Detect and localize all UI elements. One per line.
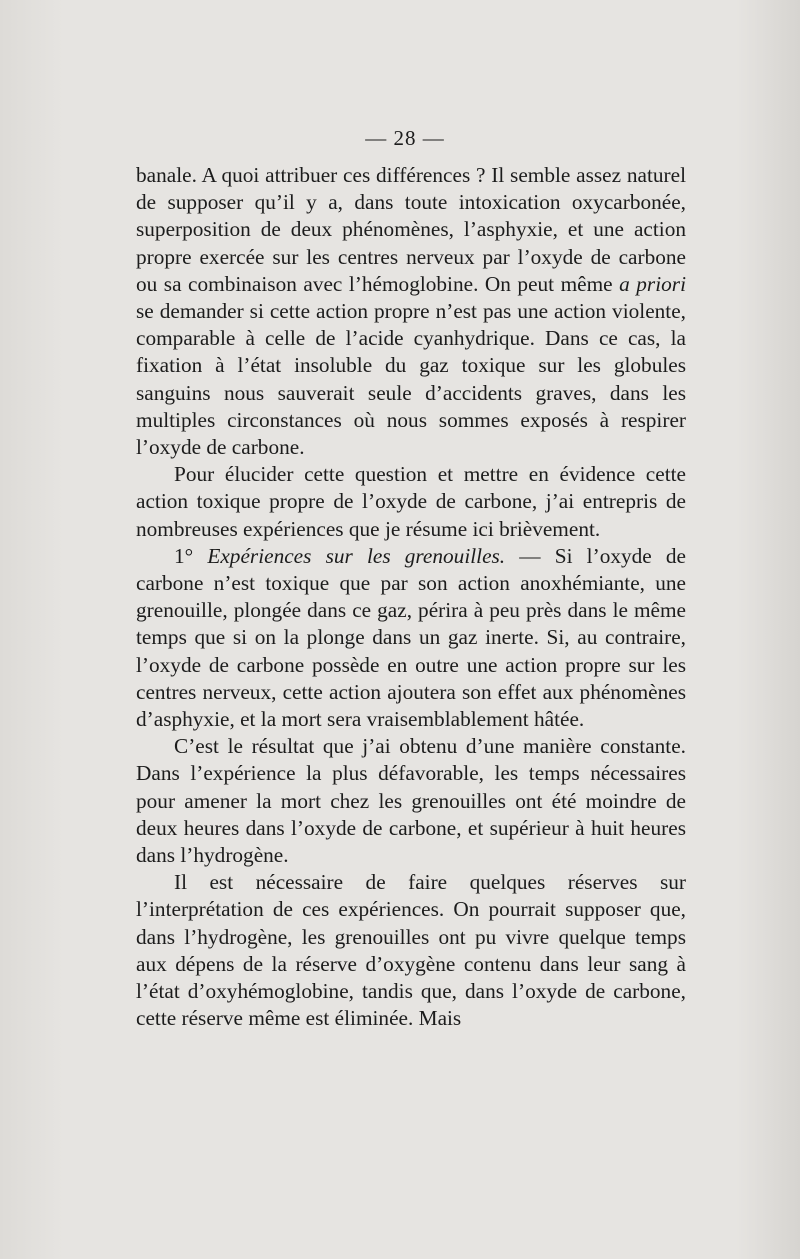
paragraph-1-end: se demander si cette action propre n’est pas une action violente, comparable à celle de l’acide cyanhydrique. Dans ce cas, la fixation à l’état insoluble du gaz toxique sur les globules sanguins nous sauverait seule d’accidents graves, dans les multiples circonstances où nous sommes exposés à respirer l’oxyde de carbone. xyxy=(136,299,686,460)
paragraph-2: Pour élucider cette question et mettre en évidence cette action toxique propre de l’oxyde de carbone, j’ai entrepris de nombreuses expériences que je résume ici brièvement. xyxy=(136,462,686,541)
paragraph-5: Il est nécessaire de faire quelques réserves sur l’interprétation de ces expériences. On pourrait supposer que, dans l’hydrogène, les grenouilles ont pu vivre quelque temps aux dépens de la réserve d’oxygène contenu dans leur sang à l’état d’oxyhémoglobine, tandis que, dans l’oxyde de carbone, cette réserve même est éliminée. Mais xyxy=(136,870,686,1031)
paragraph-1 xyxy=(136,162,686,461)
page-number: — 28 — xyxy=(365,126,445,150)
paragraph-3 xyxy=(136,543,686,733)
paragraph-1-start: banale. A quoi attribuer ces différences ? Il semble assez naturel de supposer qu’il y a, dans toute intoxication oxycarbonée, superposition de deux phénomènes, l’asphyxie, et une action propre exercée sur les centres nerveux par l’oxyde de carbone ou sa combinaison avec l’hémoglobine. On peut même xyxy=(136,163,686,296)
body-text xyxy=(136,162,686,1033)
paragraph-1-italic: a priori xyxy=(619,271,686,296)
paragraph-4: C’est le résultat que j’ai obtenu d’une manière constante. Dans l’expérience la plus défavorable, les temps nécessaires pour amener la mort chez les grenouilles ont été moindre de deux heures dans l’oxyde de carbone, et supérieur à huit heures dans l’hydrogène. xyxy=(136,734,686,868)
paragraph-3-text: — Si l’oxyde de carbone n’est toxique que par son action anoxhémiante, une grenouille, plongée dans ce gaz, périra à peu près dans le même temps que si on la plonge dans un gaz inerte. Si, au contraire, l’oxyde de carbone possède en outre une action propre sur les centres nerveux, cette action ajoutera son effet aux phénomènes d’asphyxie, et la mort sera vraisemblablement hâtée. xyxy=(136,543,687,732)
paragraph-3-heading: Expériences sur les grenouilles. xyxy=(207,543,506,568)
paragraph-3-number: 1° xyxy=(174,543,194,568)
